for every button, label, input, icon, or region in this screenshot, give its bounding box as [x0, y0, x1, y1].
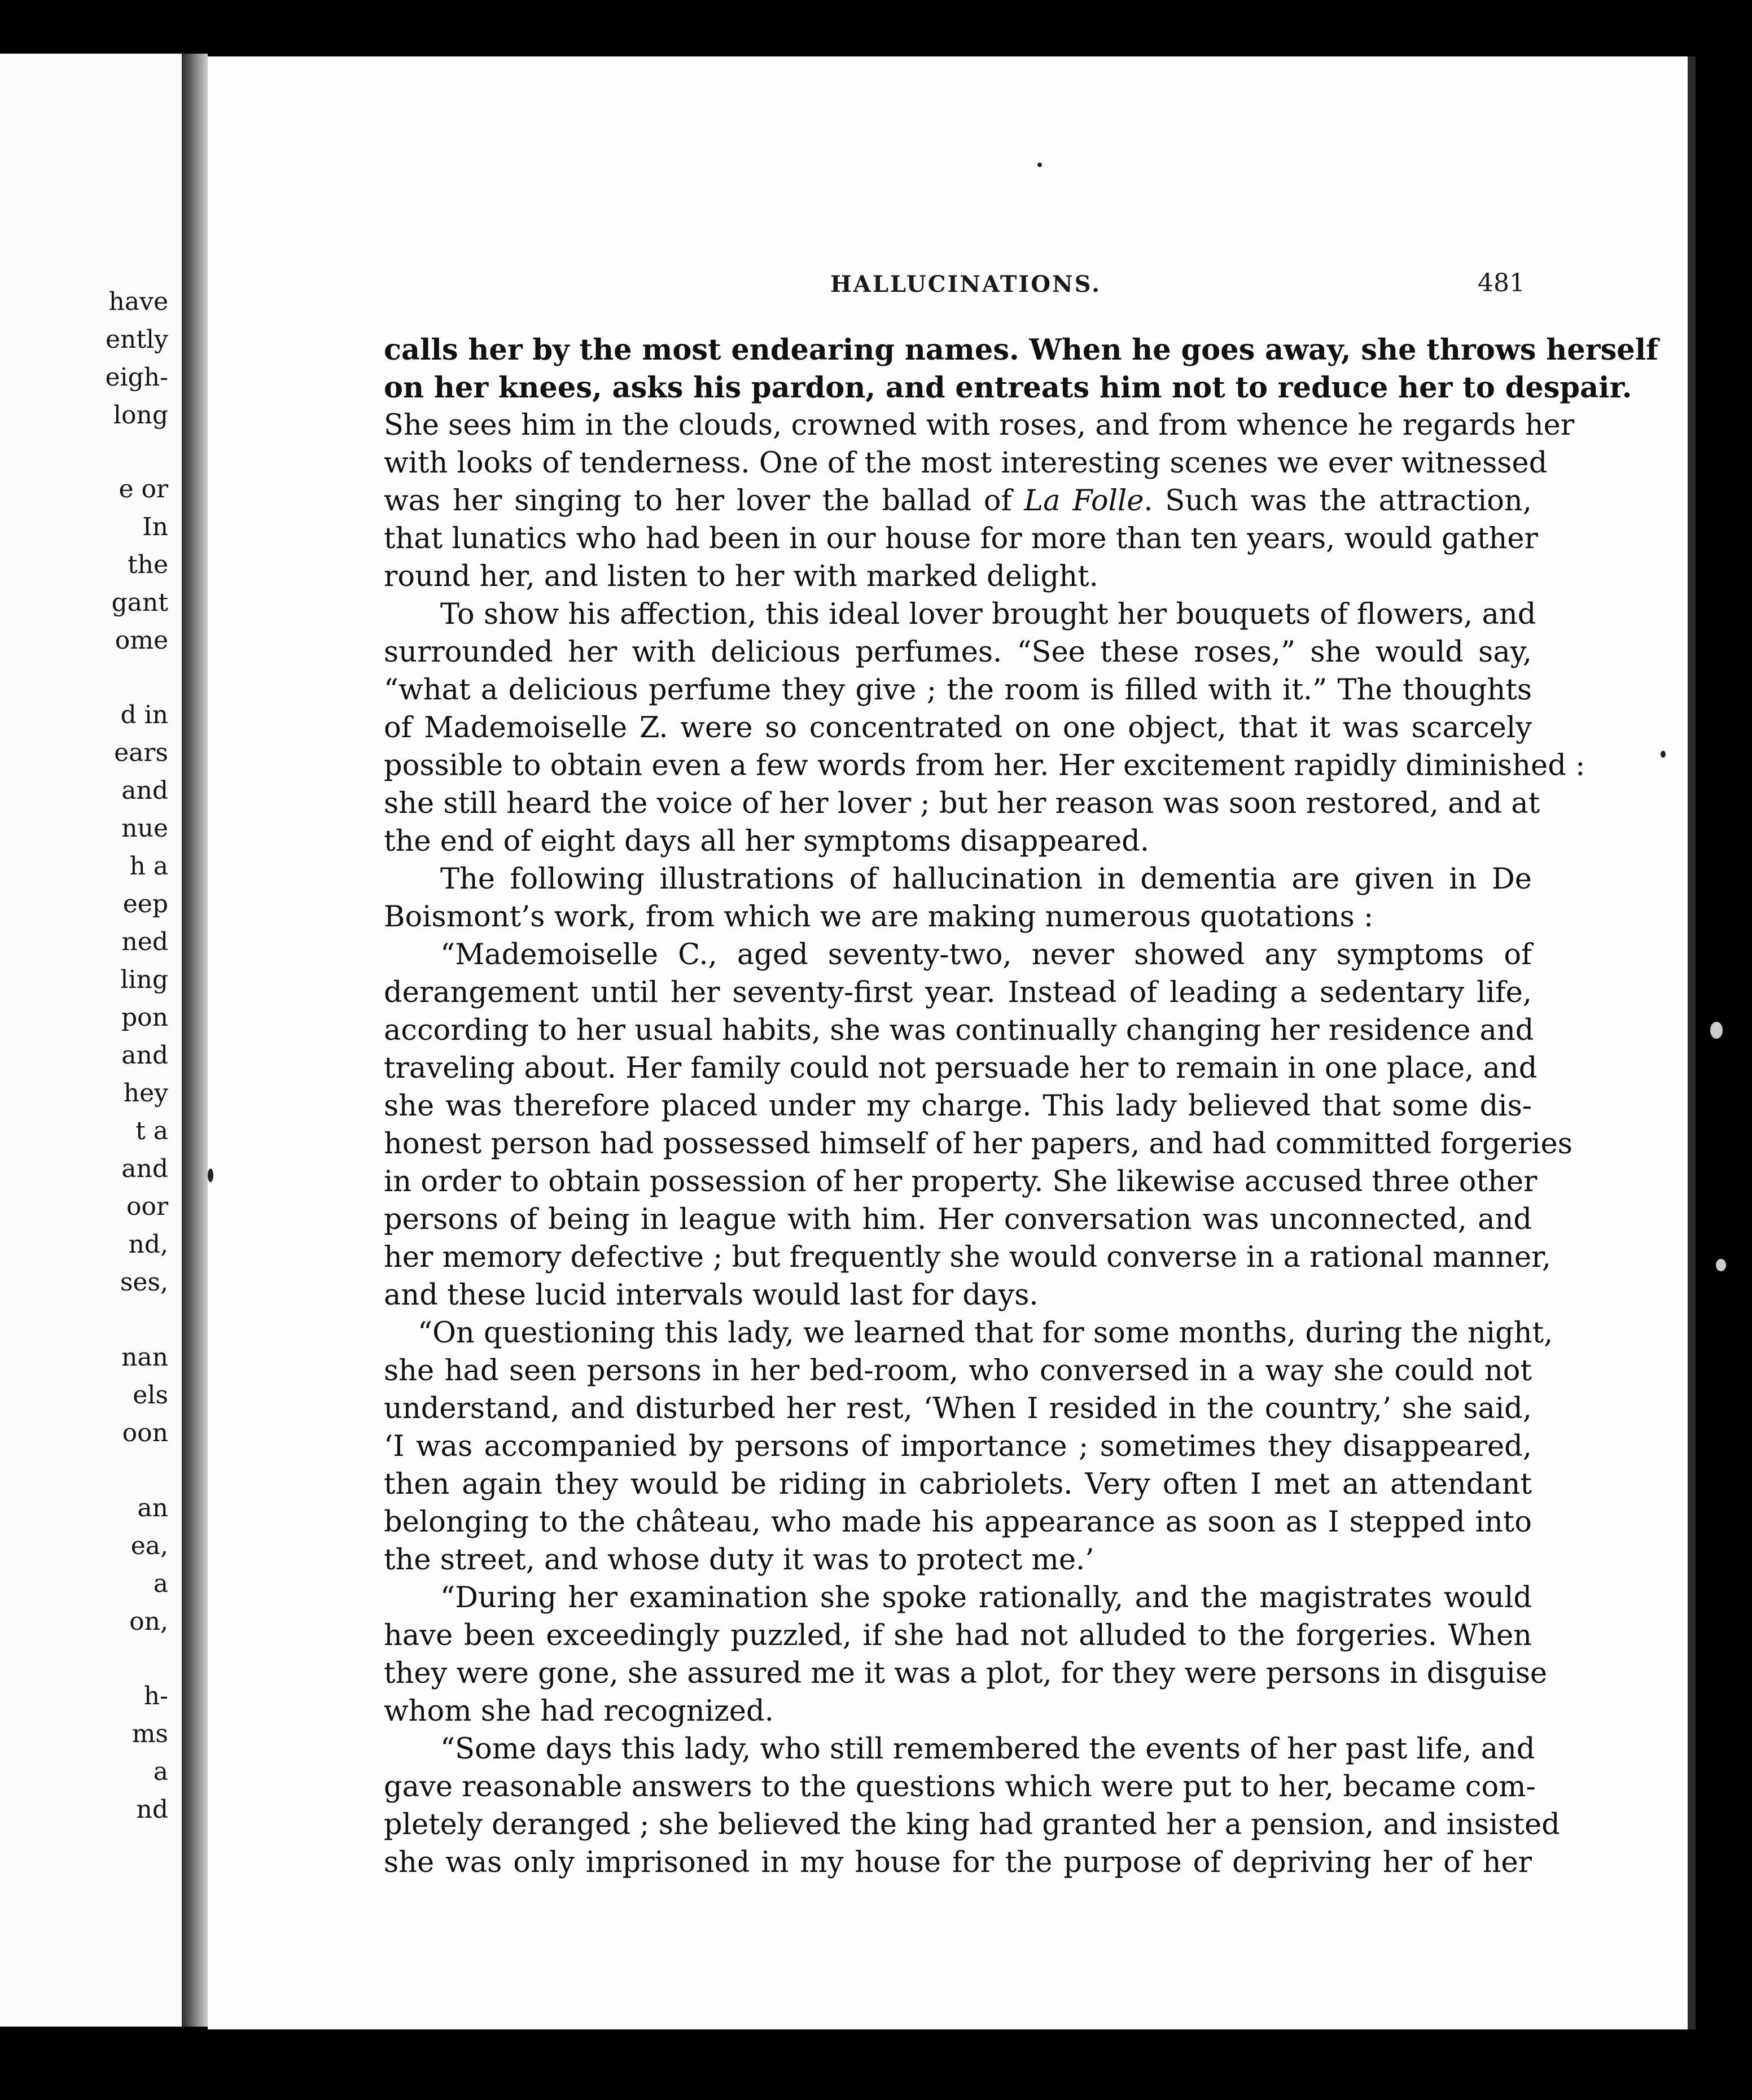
- text-line: “what a delicious perfume they give ; the room is filled with it.” The thoughts: [384, 673, 1532, 707]
- page-number: 481: [1478, 269, 1525, 298]
- left-page-line: ea,: [130, 1532, 168, 1560]
- left-page-line: pon: [121, 1003, 168, 1032]
- left-page-line: h a: [129, 852, 168, 881]
- text-line: calls her by the most endearing names. When he goes away, she throws herself: [384, 333, 1659, 367]
- ballad-title: La Folle: [1024, 484, 1144, 518]
- text-line: have been exceedingly puzzled, if she had not alluded to the forgeries. When: [384, 1619, 1532, 1652]
- text-line: whom she had recognized.: [384, 1695, 774, 1728]
- text-line: pletely deranged ; she believed the king had granted her a pension, and insisted: [384, 1808, 1560, 1841]
- text-line: She sees him in the clouds, crowned with roses, and from whence he regards her: [384, 409, 1575, 442]
- right-page: [208, 56, 1696, 2029]
- left-page-line: ling: [120, 965, 168, 994]
- left-page-line: t a: [135, 1117, 168, 1145]
- text-line: in order to obtain possession of her property. She likewise accused three other: [384, 1165, 1538, 1198]
- text-line: honest person had possessed himself of her papers, and had committed forgeries: [384, 1127, 1573, 1161]
- left-page-line: nan: [121, 1343, 168, 1372]
- text-line: and these lucid intervals would last for days.: [384, 1279, 1039, 1312]
- left-page-line: ses,: [120, 1268, 168, 1297]
- left-page-line: e or: [119, 475, 168, 504]
- text-line: she still heard the voice of her lover ; but her reason was soon restored, and at: [384, 787, 1540, 820]
- running-head: [208, 271, 1688, 305]
- text-line: “During her examination she spoke rationally, and the magistrates would: [440, 1581, 1532, 1615]
- left-page-line: a: [153, 1757, 168, 1786]
- left-page-line: nd: [136, 1795, 168, 1824]
- left-page-line: ned: [121, 928, 168, 956]
- text-line: persons of being in league with him. Her conversation was unconnected, and: [384, 1203, 1532, 1236]
- text-line: Boismont’s work, from which we are making numerous quotations :: [384, 900, 1374, 934]
- text-line: according to her usual habits, she was continually changing her residence and: [384, 1014, 1534, 1047]
- text-line: surrounded her with delicious perfumes. “See these roses,” she would say,: [384, 636, 1532, 669]
- text-line: she had seen persons in her bed-room, who conversed in a way she could not: [384, 1354, 1532, 1388]
- text-line: that lunatics who had been in our house for more than ten years, would gather: [384, 522, 1538, 555]
- left-page-line: h-: [143, 1682, 168, 1710]
- left-page-line: oon: [122, 1419, 168, 1447]
- text-line: the street, and whose duty it was to protect me.’: [384, 1543, 1094, 1577]
- left-page-line: an: [137, 1494, 168, 1523]
- book-gutter: [182, 54, 208, 2027]
- left-page-line: hey: [123, 1079, 168, 1108]
- left-page-line: gant: [111, 588, 168, 617]
- text-line: on her knees, asks his pardon, and entreats him not to reduce her to despair.: [384, 371, 1632, 405]
- text-line: was her singing to her lover the ballad of La Folle. Such was the attraction,: [384, 484, 1532, 518]
- left-page-line: a: [153, 1569, 168, 1598]
- scan-speck: [1710, 1022, 1723, 1039]
- text-line: they were gone, she assured me it was a plot, for they were persons in disguise: [384, 1657, 1548, 1690]
- text-line: The following illustrations of hallucination in dementia are given in De: [440, 863, 1532, 896]
- left-page-line: ome: [115, 626, 168, 655]
- left-page-line: on,: [129, 1607, 168, 1636]
- scan-speck: [208, 1169, 213, 1182]
- text-line: ‘I was accompanied by persons of importance ; sometimes they disappeared,: [384, 1430, 1532, 1463]
- text-line: of Mademoiselle Z. were so concentrated on one object, that it was scarcely: [384, 711, 1532, 745]
- left-page-line: ently: [106, 325, 168, 354]
- text-line: belonging to the château, who made his appearance as soon as I stepped into: [384, 1506, 1532, 1539]
- text-line: “Some days this lady, who still remembered the events of her past life, and: [440, 1733, 1535, 1766]
- text-line: gave reasonable answers to the questions which were put to her, became com-: [384, 1770, 1536, 1804]
- left-page-line: eep: [122, 890, 168, 918]
- scan-speck: [1716, 1259, 1726, 1271]
- text-line: she was therefore placed under my charge. This lady believed that some dis-: [384, 1090, 1532, 1123]
- left-page-line: oor: [126, 1192, 168, 1221]
- text-line: round her, and listen to her with marked delight.: [384, 560, 1098, 593]
- text-line: “On questioning this lady, we learned that for some months, during the night,: [418, 1316, 1553, 1350]
- text-line: she was only imprisoned in my house for the purpose of depriving her of her: [384, 1846, 1532, 1879]
- left-page-line: long: [113, 401, 168, 430]
- text-line: her memory defective ; but frequently she would converse in a rational manner,: [384, 1241, 1551, 1274]
- left-page-line: els: [133, 1381, 168, 1410]
- scan-speck: [1661, 751, 1666, 758]
- left-page-line: and: [121, 1041, 168, 1070]
- left-page-line: have: [108, 287, 168, 316]
- scan-speck: [1037, 163, 1042, 167]
- left-page-line: ears: [114, 738, 168, 767]
- left-page-line: ms: [132, 1720, 168, 1748]
- left-page-line: and: [121, 776, 168, 805]
- text-line: To show his affection, this ideal lover brought her bouquets of flowers, and: [440, 598, 1536, 631]
- left-page-line: In: [142, 513, 168, 541]
- text-line: with looks of tenderness. One of the most interesting scenes we ever witnessed: [384, 447, 1548, 480]
- text-line: “Mademoiselle C., aged seventy-two, never showed any symptoms of: [440, 938, 1532, 972]
- text-line: the end of eight days all her symptoms disappeared.: [384, 825, 1149, 858]
- text-line: possible to obtain even a few words from her. Her excitement rapidly diminished :: [384, 749, 1585, 782]
- left-page-fragment: [0, 54, 185, 2027]
- left-page-line: eigh-: [105, 363, 168, 392]
- text-line: understand, and disturbed her rest, ‘When I resided in the country,’ she said,: [384, 1392, 1532, 1425]
- running-title: HALLUCINATIONS.: [830, 271, 1101, 298]
- text-line: traveling about. Her family could not persuade her to remain in one place, and: [384, 1052, 1538, 1085]
- left-page-line: and: [121, 1154, 168, 1183]
- left-page-line: nd,: [128, 1230, 168, 1259]
- text-line: then again they would be riding in cabriolets. Very often I met an attendant: [384, 1468, 1532, 1501]
- text-line: derangement until her seventy-first year. Instead of leading a sedentary life,: [384, 976, 1532, 1009]
- left-page-line: d in: [120, 701, 168, 729]
- left-page-line: nue: [121, 814, 168, 843]
- left-page-line: the: [127, 550, 168, 579]
